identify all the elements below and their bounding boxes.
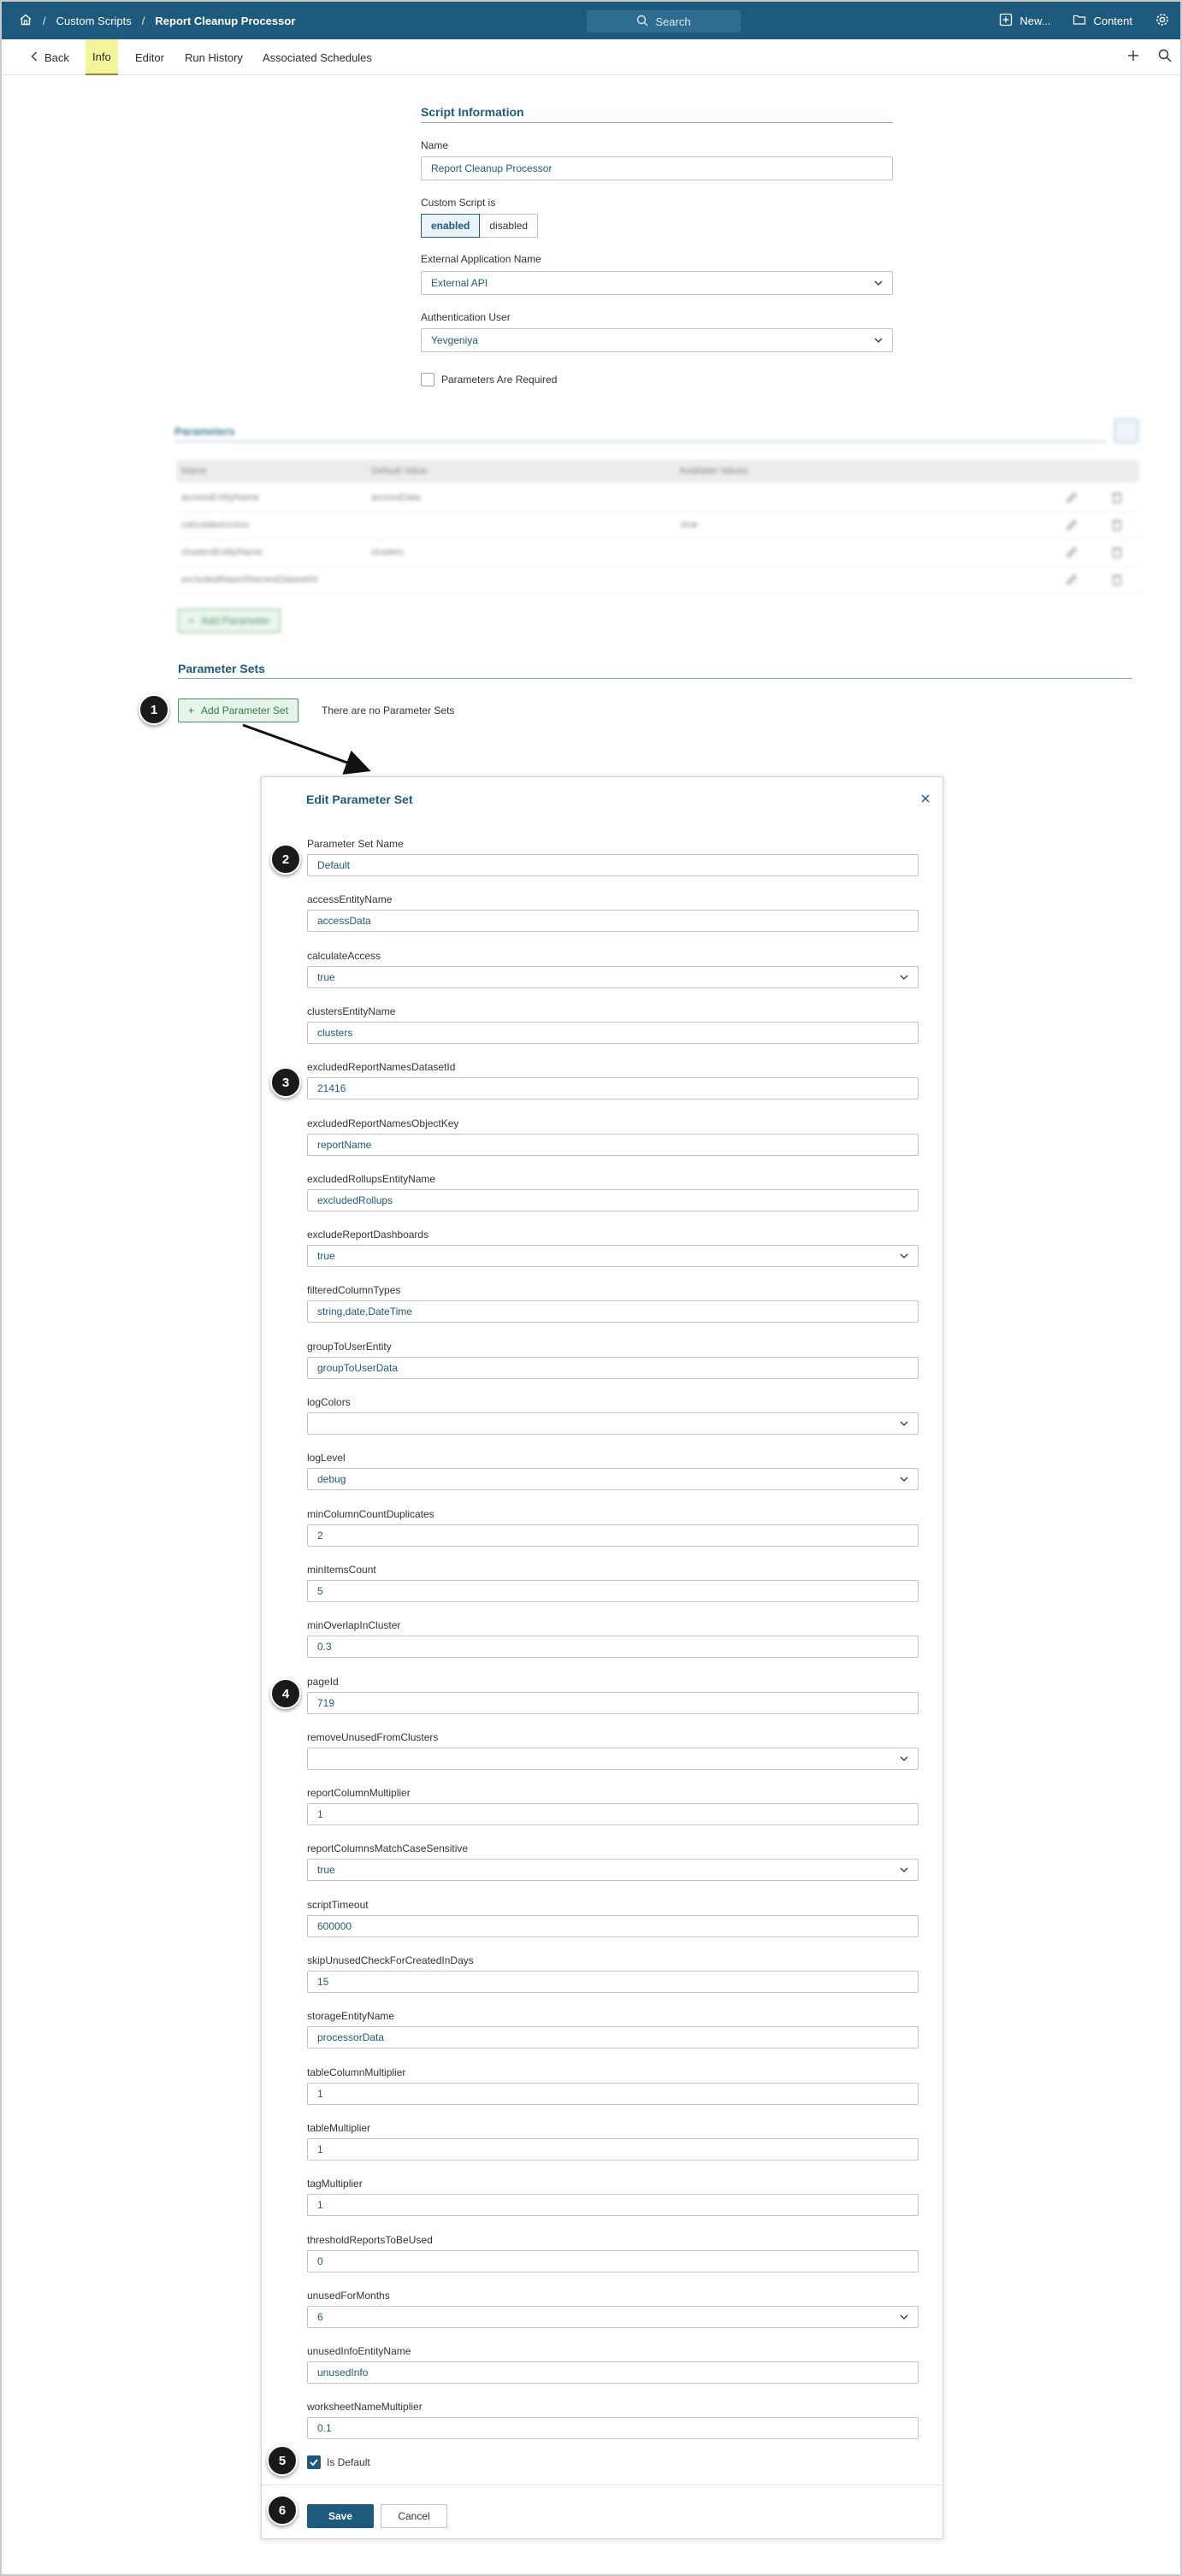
plus-icon: + — [188, 615, 195, 627]
table-row[interactable] — [176, 539, 1139, 566]
field-input[interactable] — [307, 854, 919, 876]
field-label: pageId — [307, 1676, 339, 1688]
is-default-label: Is Default — [327, 2456, 370, 2468]
disabled-option[interactable]: disabled — [480, 214, 538, 238]
breadcrumb-separator: / — [141, 14, 145, 27]
field-select[interactable] — [307, 1468, 919, 1490]
field-label: minColumnCountDuplicates — [307, 1508, 434, 1520]
field-input[interactable] — [307, 1189, 919, 1211]
save-button[interactable]: Save — [307, 2504, 374, 2528]
field-value: debug — [317, 1473, 346, 1485]
parameter-sets-title: Parameter Sets — [178, 662, 265, 675]
field-input[interactable] — [307, 1357, 919, 1379]
close-icon[interactable] — [920, 793, 931, 806]
edit-parameter-set-dialog — [261, 776, 943, 2539]
pointer-arrow — [231, 722, 385, 780]
trash-icon[interactable] — [1112, 511, 1122, 538]
breadcrumb-custom-scripts[interactable]: Custom Scripts — [56, 14, 132, 27]
field-select[interactable] — [307, 1412, 919, 1435]
name-label: Name — [421, 139, 449, 151]
field-value: Default — [317, 859, 351, 871]
table-row[interactable] — [176, 511, 1139, 539]
field-value: accessData — [317, 915, 371, 927]
tab-associated-schedules[interactable]: Associated Schedules — [263, 50, 372, 64]
param-name: accessEntityName — [181, 492, 260, 503]
field-select[interactable] — [307, 1859, 919, 1881]
field-label: logLevel — [307, 1452, 346, 1464]
field-input[interactable] — [307, 1971, 919, 1993]
breadcrumb-separator: / — [43, 14, 46, 27]
field-label: unusedForMonths — [307, 2290, 390, 2302]
chevron-down-icon — [899, 1865, 909, 1875]
field-value: true — [317, 971, 335, 983]
field-value: groupToUserData — [317, 1362, 399, 1374]
field-label: reportColumnMultiplier — [307, 1787, 411, 1799]
name-input[interactable]: Report Cleanup Processor — [421, 156, 893, 180]
field-input[interactable] — [307, 2250, 919, 2272]
field-label: thresholdReportsToBeUsed — [307, 2234, 433, 2246]
callout-5: 5 — [267, 2445, 298, 2476]
table-row[interactable] — [176, 566, 1139, 593]
param-default: accessData — [371, 492, 421, 503]
field-input[interactable] — [307, 2361, 919, 2384]
add-parameter-set-button[interactable] — [178, 699, 298, 722]
trash-icon[interactable] — [1112, 484, 1122, 510]
field-value: 15 — [317, 1976, 329, 1988]
field-value: excludedRollups — [317, 1194, 393, 1206]
enabled-option[interactable]: enabled — [421, 214, 480, 238]
field-input[interactable] — [307, 1580, 919, 1602]
section-divider — [178, 678, 1132, 679]
field-label: removeUnusedFromClusters — [307, 1731, 439, 1743]
field-input[interactable] — [307, 1077, 919, 1099]
field-label: Parameter Set Name — [307, 838, 404, 850]
field-label: worksheetNameMultiplier — [307, 2401, 423, 2413]
chevron-down-icon — [899, 1418, 909, 1429]
no-parameter-sets-text: There are no Parameter Sets — [322, 704, 455, 716]
field-value: 1 — [317, 1808, 323, 1820]
field-label: skipUnusedCheckForCreatedInDays — [307, 1954, 474, 1966]
field-label: groupToUserEntity — [307, 1341, 392, 1353]
content-button-label: Content — [1093, 14, 1132, 27]
parameters-title: Parameters — [174, 425, 235, 438]
field-input[interactable] — [307, 2417, 919, 2439]
param-available: ,true — [679, 519, 699, 530]
external-app-value: External API — [431, 277, 488, 289]
field-value: 719 — [317, 1697, 335, 1709]
search-label: Search — [655, 15, 691, 28]
field-select[interactable] — [307, 1748, 919, 1770]
callout-3: 3 — [270, 1067, 301, 1098]
dialog-title: Edit Parameter Set — [306, 793, 413, 806]
field-value: 2 — [317, 1530, 323, 1541]
field-input[interactable] — [307, 2026, 919, 2048]
pencil-icon[interactable] — [1066, 566, 1078, 592]
field-value: 0 — [317, 2255, 323, 2267]
callout-4: 4 — [270, 1678, 301, 1709]
field-label: filteredColumnTypes — [307, 1284, 401, 1296]
field-value: 0.1 — [317, 2422, 332, 2434]
add-parameter-button[interactable] — [178, 609, 281, 633]
chevron-down-icon — [899, 972, 909, 982]
callout-6: 6 — [267, 2495, 298, 2526]
auth-user-label: Authentication User — [421, 311, 511, 323]
tab-info[interactable]: Info — [86, 39, 118, 75]
field-label: reportColumnsMatchCaseSensitive — [307, 1842, 469, 1854]
field-value: 6 — [317, 2311, 323, 2323]
field-label: tableColumnMultiplier — [307, 2066, 406, 2078]
field-input[interactable] — [307, 1692, 919, 1714]
field-value: 1 — [317, 2088, 323, 2100]
trash-icon[interactable] — [1112, 539, 1122, 565]
parameters-required-label: Parameters Are Required — [441, 374, 558, 386]
new-button-label: New... — [1019, 14, 1051, 27]
chevron-down-icon — [899, 2312, 909, 2322]
callout-1: 1 — [139, 694, 169, 725]
field-value: reportName — [317, 1139, 372, 1151]
field-value: unusedInfo — [317, 2367, 369, 2379]
param-default: clusters — [371, 546, 404, 557]
field-label: tableMultiplier — [307, 2122, 371, 2134]
field-label: accessEntityName — [307, 893, 393, 905]
section-divider — [174, 441, 1107, 442]
field-value: 1 — [317, 2143, 323, 2155]
field-input[interactable] — [307, 1524, 919, 1547]
breadcrumb-current: Report Cleanup Processor — [155, 14, 296, 27]
is-default-checkbox[interactable] — [307, 2455, 321, 2469]
chevron-down-icon — [899, 1474, 909, 1484]
tab-editor[interactable]: Editor — [135, 50, 164, 64]
field-value: string,date,DateTime — [317, 1306, 412, 1317]
field-label: minItemsCount — [307, 1564, 376, 1576]
field-input[interactable] — [307, 1134, 919, 1156]
field-input[interactable] — [307, 1636, 919, 1658]
column-header: Name — [181, 466, 207, 476]
field-label: excludedReportNamesObjectKey — [307, 1117, 459, 1129]
field-label: excludedRollupsEntityName — [307, 1173, 436, 1185]
field-input[interactable] — [307, 2194, 919, 2216]
field-input[interactable] — [307, 1803, 919, 1825]
external-app-label: External Application Name — [421, 253, 541, 265]
field-value: true — [317, 1250, 335, 1262]
field-value: true — [317, 1864, 335, 1876]
column-header: Available Values — [679, 466, 748, 476]
field-value: 600000 — [317, 1920, 352, 1932]
field-label: scriptTimeout — [307, 1899, 369, 1911]
field-label: clustersEntityName — [307, 1005, 396, 1017]
cancel-button[interactable]: Cancel — [381, 2504, 447, 2528]
param-name: calculateAccess — [181, 519, 249, 530]
param-name: excludedReportNamesDatasetId — [181, 574, 317, 585]
field-select[interactable] — [307, 1245, 919, 1267]
chevron-down-icon — [899, 1754, 909, 1764]
field-label: excludedReportNamesDatasetId — [307, 1061, 456, 1073]
script-information-title: Script Information — [421, 105, 524, 119]
field-input[interactable] — [307, 1915, 919, 1937]
field-input[interactable] — [307, 1300, 919, 1323]
param-name: clustersEntityName — [181, 546, 263, 557]
field-label: logColors — [307, 1396, 351, 1408]
field-input[interactable] — [307, 2138, 919, 2160]
field-label: minOverlapInCluster — [307, 1619, 401, 1631]
field-select[interactable] — [307, 966, 919, 988]
field-label: unusedInfoEntityName — [307, 2345, 411, 2357]
field-select[interactable] — [307, 2306, 919, 2328]
check-icon — [308, 2456, 320, 2468]
field-value: 1 — [317, 2199, 323, 2211]
add-parameter-set-label: Add Parameter Set — [201, 704, 289, 716]
field-label: excludeReportDashboards — [307, 1229, 429, 1241]
pencil-icon[interactable] — [1066, 539, 1078, 565]
table-row[interactable] — [176, 484, 1139, 511]
parameters-table-header — [176, 460, 1139, 482]
enabled-label: Custom Script is — [421, 197, 496, 209]
auth-user-value: Yevgeniya — [431, 334, 478, 346]
field-input[interactable] — [307, 2083, 919, 2105]
table-settings-button[interactable] — [1114, 419, 1138, 443]
chevron-down-icon — [899, 1251, 909, 1261]
field-value: 5 — [317, 1585, 323, 1597]
pencil-icon[interactable] — [1066, 484, 1078, 510]
column-header: Default Value — [371, 466, 428, 476]
parameters-section — [0, 0, 1182, 650]
field-value: 21416 — [317, 1082, 346, 1094]
back-label: Back — [44, 50, 69, 64]
field-value: 0.3 — [317, 1641, 332, 1653]
field-label: calculateAccess — [307, 950, 381, 962]
field-value: clusters — [317, 1027, 353, 1039]
field-input[interactable] — [307, 910, 919, 932]
add-parameter-label: Add Parameter — [201, 615, 270, 627]
callout-2: 2 — [270, 844, 301, 875]
plus-icon: + — [188, 704, 195, 716]
trash-icon[interactable] — [1112, 566, 1122, 592]
field-value: processorData — [317, 2031, 385, 2043]
tab-run-history[interactable]: Run History — [185, 50, 243, 64]
pencil-icon[interactable] — [1066, 511, 1078, 538]
field-label: tagMultiplier — [307, 2178, 363, 2190]
field-input[interactable] — [307, 1022, 919, 1044]
field-label: storageEntityName — [307, 2010, 395, 2022]
